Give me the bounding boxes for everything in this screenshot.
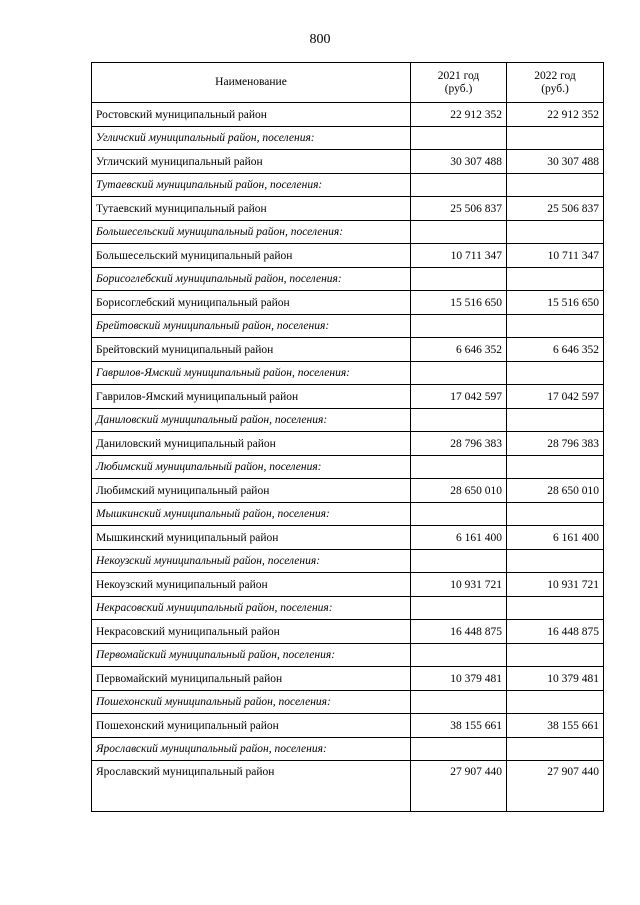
table-row: [92, 291, 604, 315]
cell-2021: [411, 174, 507, 197]
subheader-row: [92, 127, 604, 150]
cell-2022: 10 379 481: [507, 667, 604, 691]
subheader-row: [92, 503, 604, 526]
cell-2021: [411, 409, 507, 432]
cell-2021: [411, 362, 507, 385]
cell-name: Некоузский муниципальный район, поселения:: [92, 550, 411, 573]
cell-2022: 30 307 488: [507, 150, 604, 174]
table-header-row: [92, 63, 604, 103]
cell-name: Некоузский муниципальный район: [92, 573, 411, 597]
cell-2022: [507, 127, 604, 150]
cell-2021: 27 907 440: [411, 761, 507, 812]
header-2022-year: 2022 год: [534, 69, 576, 82]
cell-name: Мышкинский муниципальный район, поселения:: [92, 503, 411, 526]
cell-2022: [507, 268, 604, 291]
cell-2021: [411, 127, 507, 150]
subheader-row: [92, 268, 604, 291]
cell-2021: 30 307 488: [411, 150, 507, 174]
table-body: [92, 103, 604, 812]
table-row: [92, 526, 604, 550]
cell-2021: 6 161 400: [411, 526, 507, 550]
cell-2021: [411, 456, 507, 479]
cell-name: Брейтовский муниципальный район, поселения:: [92, 315, 411, 338]
cell-2021: [411, 315, 507, 338]
cell-2021: 22 912 352: [411, 103, 507, 127]
table-row: [92, 103, 604, 127]
cell-2022: 15 516 650: [507, 291, 604, 315]
subheader-row: [92, 644, 604, 667]
cell-2022: 28 796 383: [507, 432, 604, 456]
cell-name: Тутаевский муниципальный район: [92, 197, 411, 221]
table-row: [92, 667, 604, 691]
cell-2022: [507, 503, 604, 526]
subheader-row: [92, 174, 604, 197]
cell-name: Первомайский муниципальный район, поселения:: [92, 644, 411, 667]
table-row: [92, 150, 604, 174]
cell-2021: [411, 597, 507, 620]
cell-2022: 25 506 837: [507, 197, 604, 221]
cell-2021: 6 646 352: [411, 338, 507, 362]
cell-2022: [507, 362, 604, 385]
cell-2022: [507, 174, 604, 197]
cell-name: Угличский муниципальный район: [92, 150, 411, 174]
budget-table: [91, 62, 604, 812]
cell-2021: [411, 550, 507, 573]
cell-name: Большесельский муниципальный район, поселения:: [92, 221, 411, 244]
cell-name: Борисоглебский муниципальный район, поселения:: [92, 268, 411, 291]
cell-2022: [507, 738, 604, 761]
cell-2021: 17 042 597: [411, 385, 507, 409]
cell-2021: 10 379 481: [411, 667, 507, 691]
cell-2021: [411, 221, 507, 244]
cell-name: Гаврилов-Ямский муниципальный район, поселения:: [92, 362, 411, 385]
cell-2021: 16 448 875: [411, 620, 507, 644]
cell-name: Любимский муниципальный район: [92, 479, 411, 503]
cell-2022: [507, 409, 604, 432]
cell-2022: 16 448 875: [507, 620, 604, 644]
table-row: [92, 197, 604, 221]
subheader-row: [92, 456, 604, 479]
cell-2021: 38 155 661: [411, 714, 507, 738]
cell-2022: 6 646 352: [507, 338, 604, 362]
cell-name: Даниловский муниципальный район: [92, 432, 411, 456]
header-name: [92, 63, 411, 103]
cell-name: Некрасовский муниципальный район, поселения:: [92, 597, 411, 620]
cell-name: Угличский муниципальный район, поселения:: [92, 127, 411, 150]
cell-name: Мышкинский муниципальный район: [92, 526, 411, 550]
cell-2022: [507, 644, 604, 667]
cell-2021: 10 931 721: [411, 573, 507, 597]
cell-name: Первомайский муниципальный район: [92, 667, 411, 691]
cell-2022: 38 155 661: [507, 714, 604, 738]
subheader-row: [92, 409, 604, 432]
cell-name: Некрасовский муниципальный район: [92, 620, 411, 644]
cell-2021: 10 711 347: [411, 244, 507, 268]
cell-name: Пошехонский муниципальный район, поселения:: [92, 691, 411, 714]
cell-2022: 17 042 597: [507, 385, 604, 409]
cell-2022: [507, 221, 604, 244]
header-2021: [411, 63, 507, 103]
cell-2022: 10 711 347: [507, 244, 604, 268]
cell-2022: [507, 456, 604, 479]
subheader-row: [92, 221, 604, 244]
table-row: [92, 714, 604, 738]
header-2021-year: 2021 год: [437, 69, 480, 82]
cell-2022: [507, 691, 604, 714]
cell-name: Брейтовский муниципальный район: [92, 338, 411, 362]
cell-2021: 25 506 837: [411, 197, 507, 221]
cell-2022: [507, 550, 604, 573]
cell-name: Ярославский муниципальный район: [92, 761, 411, 812]
cell-2022: [507, 597, 604, 620]
cell-name: Любимский муниципальный район, поселения:: [92, 456, 411, 479]
table-row: [92, 432, 604, 456]
cell-2021: [411, 691, 507, 714]
subheader-row: [92, 315, 604, 338]
cell-2022: 28 650 010: [507, 479, 604, 503]
header-2021-unit: (руб.): [444, 82, 473, 95]
table-row: [92, 338, 604, 362]
cell-name: Тутаевский муниципальный район, поселения:: [92, 174, 411, 197]
cell-2021: 15 516 650: [411, 291, 507, 315]
table-row: [92, 573, 604, 597]
table-row: [92, 479, 604, 503]
cell-2021: [411, 268, 507, 291]
subheader-row: [92, 738, 604, 761]
cell-name: Ярославский муниципальный район, поселения:: [92, 738, 411, 761]
header-2022-unit: (руб.): [541, 82, 569, 95]
header-2022: [507, 63, 604, 103]
subheader-row: [92, 362, 604, 385]
subheader-row: [92, 597, 604, 620]
cell-2021: 28 796 383: [411, 432, 507, 456]
cell-2022: 6 161 400: [507, 526, 604, 550]
cell-name: Даниловский муниципальный район, поселения:: [92, 409, 411, 432]
cell-2021: 28 650 010: [411, 479, 507, 503]
table-row: [92, 244, 604, 268]
cell-2021: [411, 644, 507, 667]
header-name-label: Наименование: [215, 76, 287, 88]
table-row: [92, 620, 604, 644]
cell-2022: 27 907 440: [507, 761, 604, 812]
table-row: [92, 385, 604, 409]
cell-name: Пошехонский муниципальный район: [92, 714, 411, 738]
cell-name: Борисоглебский муниципальный район: [92, 291, 411, 315]
cell-2022: 22 912 352: [507, 103, 604, 127]
cell-name: Ростовский муниципальный район: [92, 103, 411, 127]
cell-name: Большесельский муниципальный район: [92, 244, 411, 268]
page-number: 800: [309, 32, 331, 47]
cell-2021: [411, 503, 507, 526]
cell-2022: [507, 315, 604, 338]
cell-name: Гаврилов-Ямский муниципальный район: [92, 385, 411, 409]
cell-2021: [411, 738, 507, 761]
cell-2022: 10 931 721: [507, 573, 604, 597]
subheader-row: [92, 550, 604, 573]
subheader-row: [92, 691, 604, 714]
table-row: [92, 761, 604, 812]
